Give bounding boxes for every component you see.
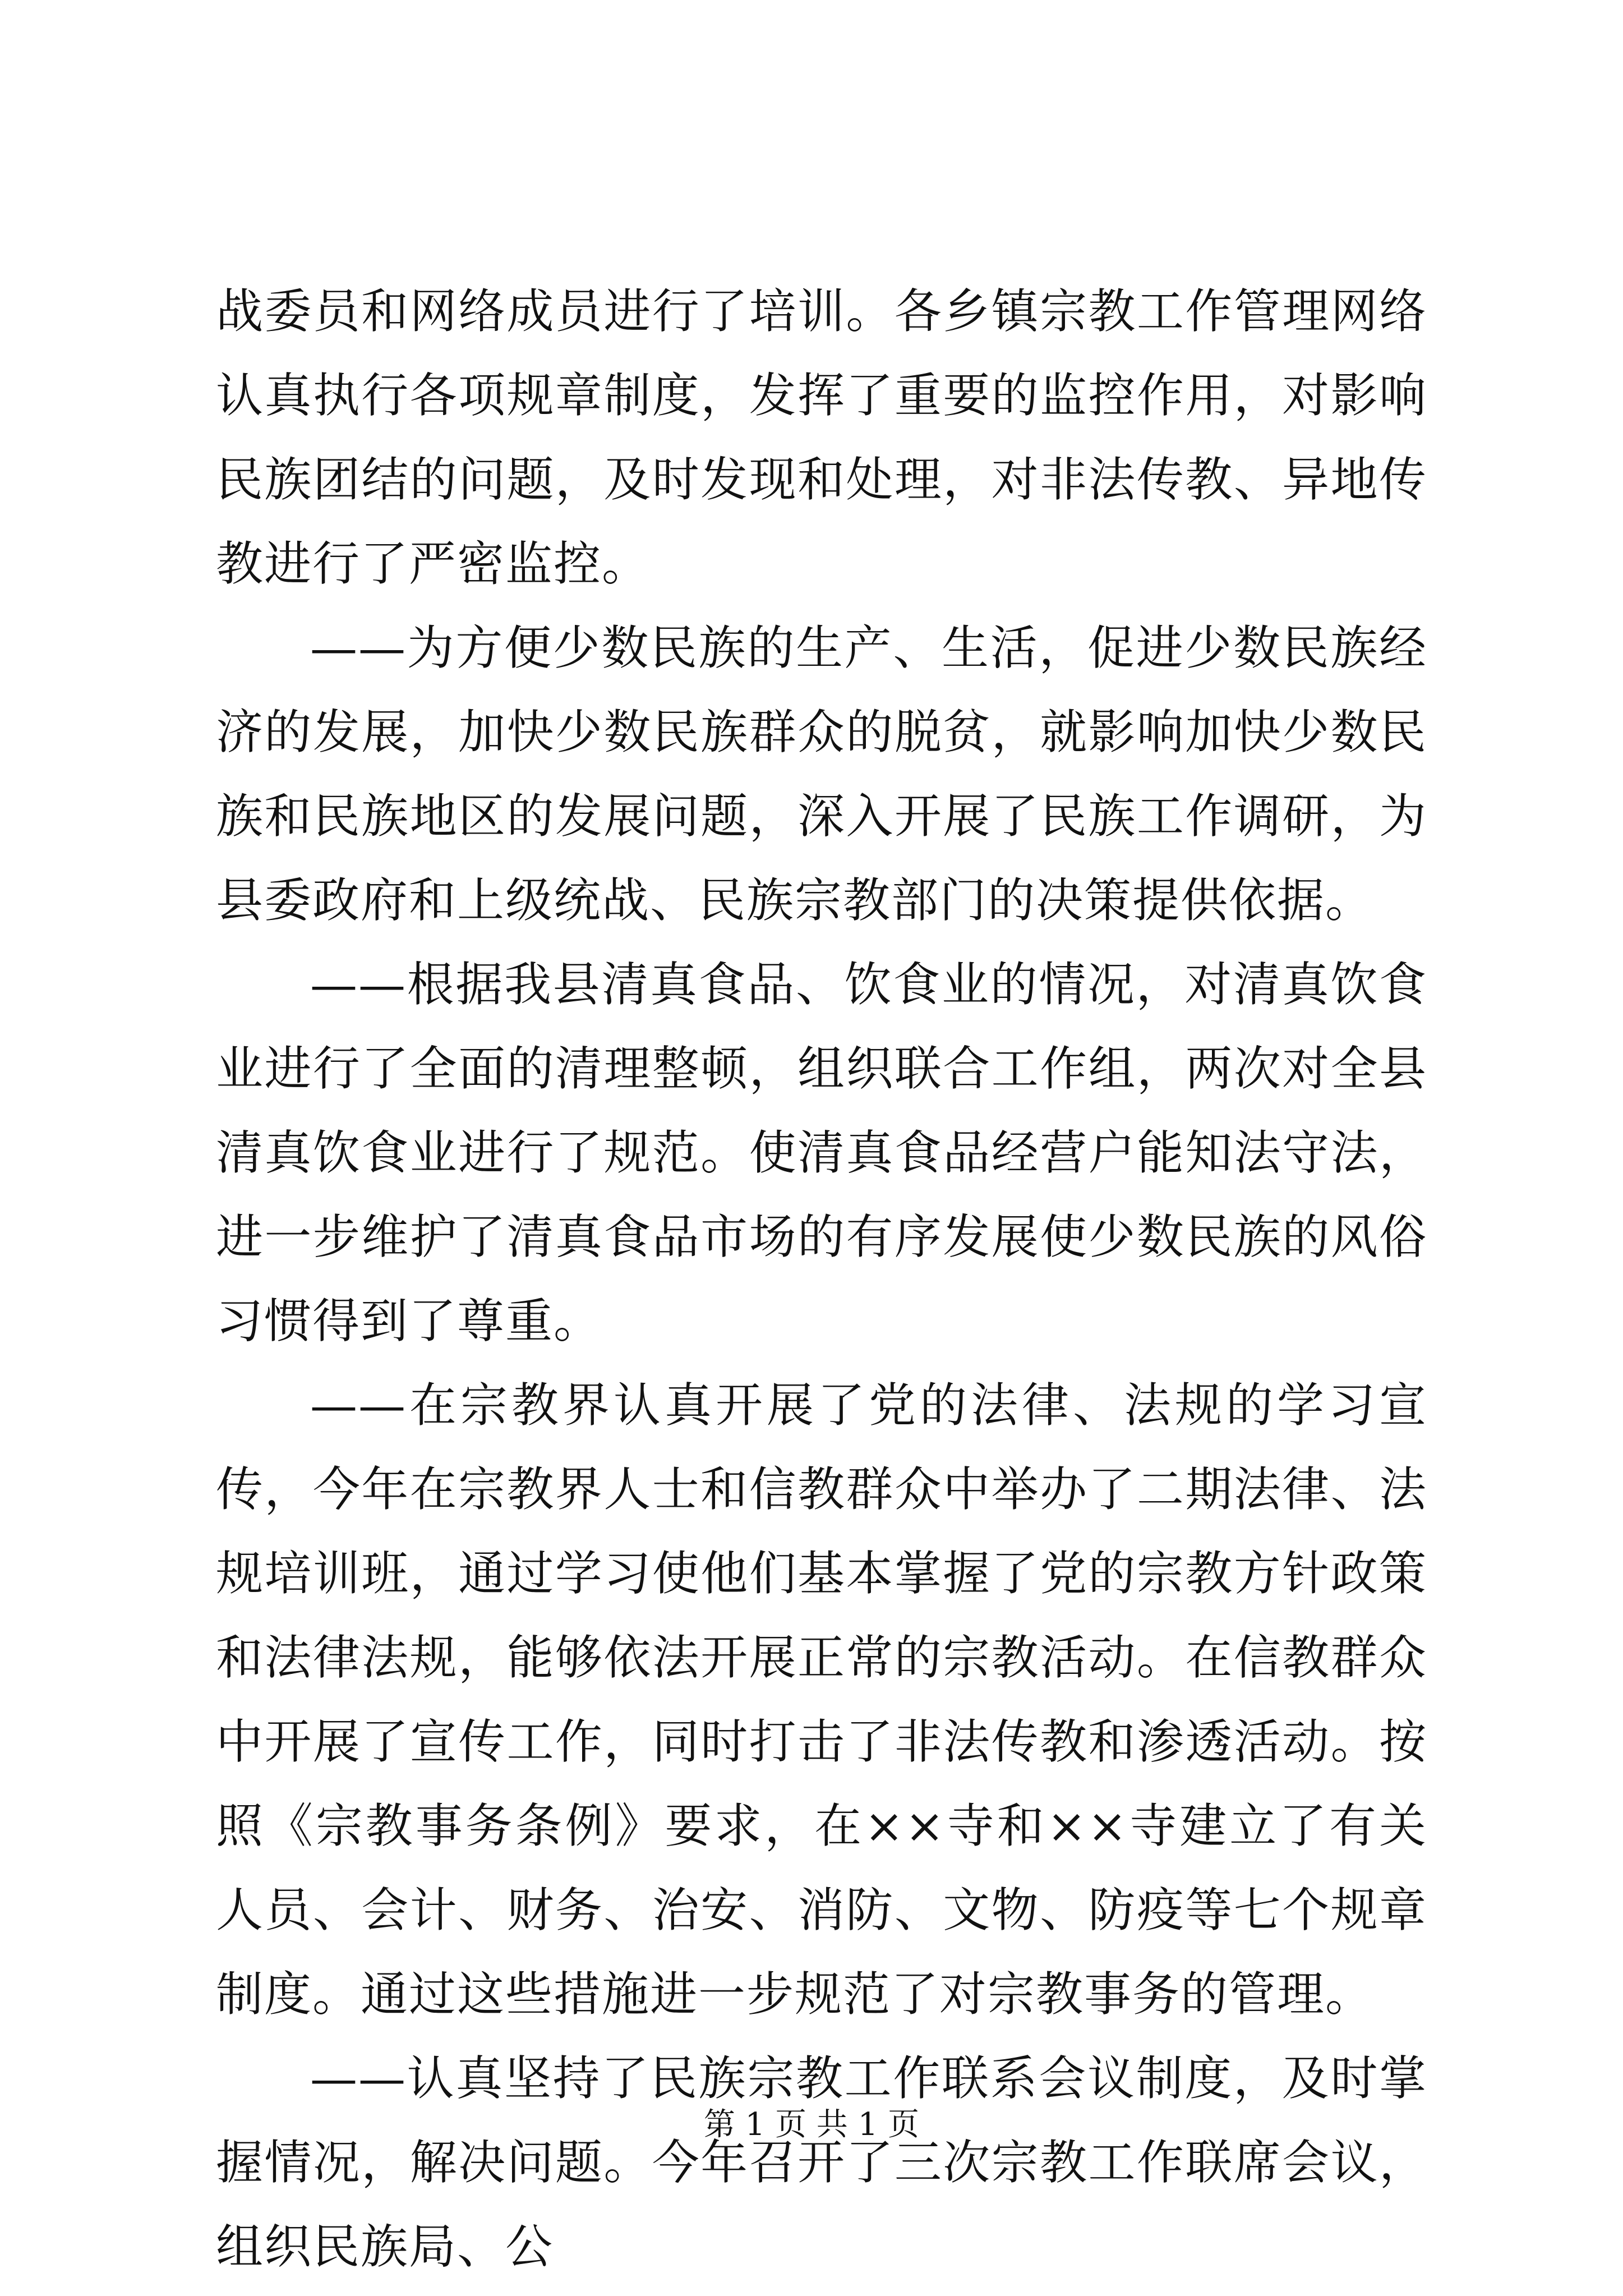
paragraph-4: ——在宗教界认真开展了党的法律、法规的学习宣传，今年在宗教界人士和信教群众中举办了二期法律、法规培训班，通过学习使他们基本掌握了党的宗教方针政策和法律法规，能够依法开展正常的宗教活动。在信教群众中开展了宣传工作，同时打击了非法传教和渗透活动。按照《宗教事务条例》要求，在××寺和××寺建立了有关人员、会计、财务、治安、消防、文物、防疫等七个规章制度。通过这些措施进一步规范了对宗教事务的管理。 <box>216 1378 1427 2022</box>
paragraph-3: ——根据我县清真食品、饮食业的情况，对清真饮食业进行了全面的清理整顿，组织联合工作组，两次对全县清真饮食业进行了规范。使清真食品经营户能知法守法，进一步维护了清真食品市场的有序发展使少数民族的风俗习惯得到了尊重。 <box>216 957 1427 1349</box>
page-footer <box>0 2102 1623 2147</box>
paragraph-5: ——认真坚持了民族宗教工作联系会议制度，及时掌握情况，解决问题。今年召开了三次宗教工作联席会议，组织民族局、公 <box>216 2051 1427 2274</box>
paragraph-2: ——为方便少数民族的生产、生活，促进少数民族经济的发展，加快少数民族群众的脱贫，就影响加快少数民族和民族地区的发展问题，深入开展了民族工作调研，为县委政府和上级统战、民族宗教部门的决策提供依据。 <box>216 620 1427 928</box>
paragraph-1: 战委员和网络成员进行了培训。各乡镇宗教工作管理网络认真执行各项规章制度，发挥了重要的监控作用，对影响民族团结的问题，及时发现和处理，对非法传教、异地传教进行了严密监控。 <box>216 284 1427 591</box>
page-number-label: 第 1 页 共 1 页 <box>703 2106 920 2143</box>
document-body <box>216 269 1427 2289</box>
